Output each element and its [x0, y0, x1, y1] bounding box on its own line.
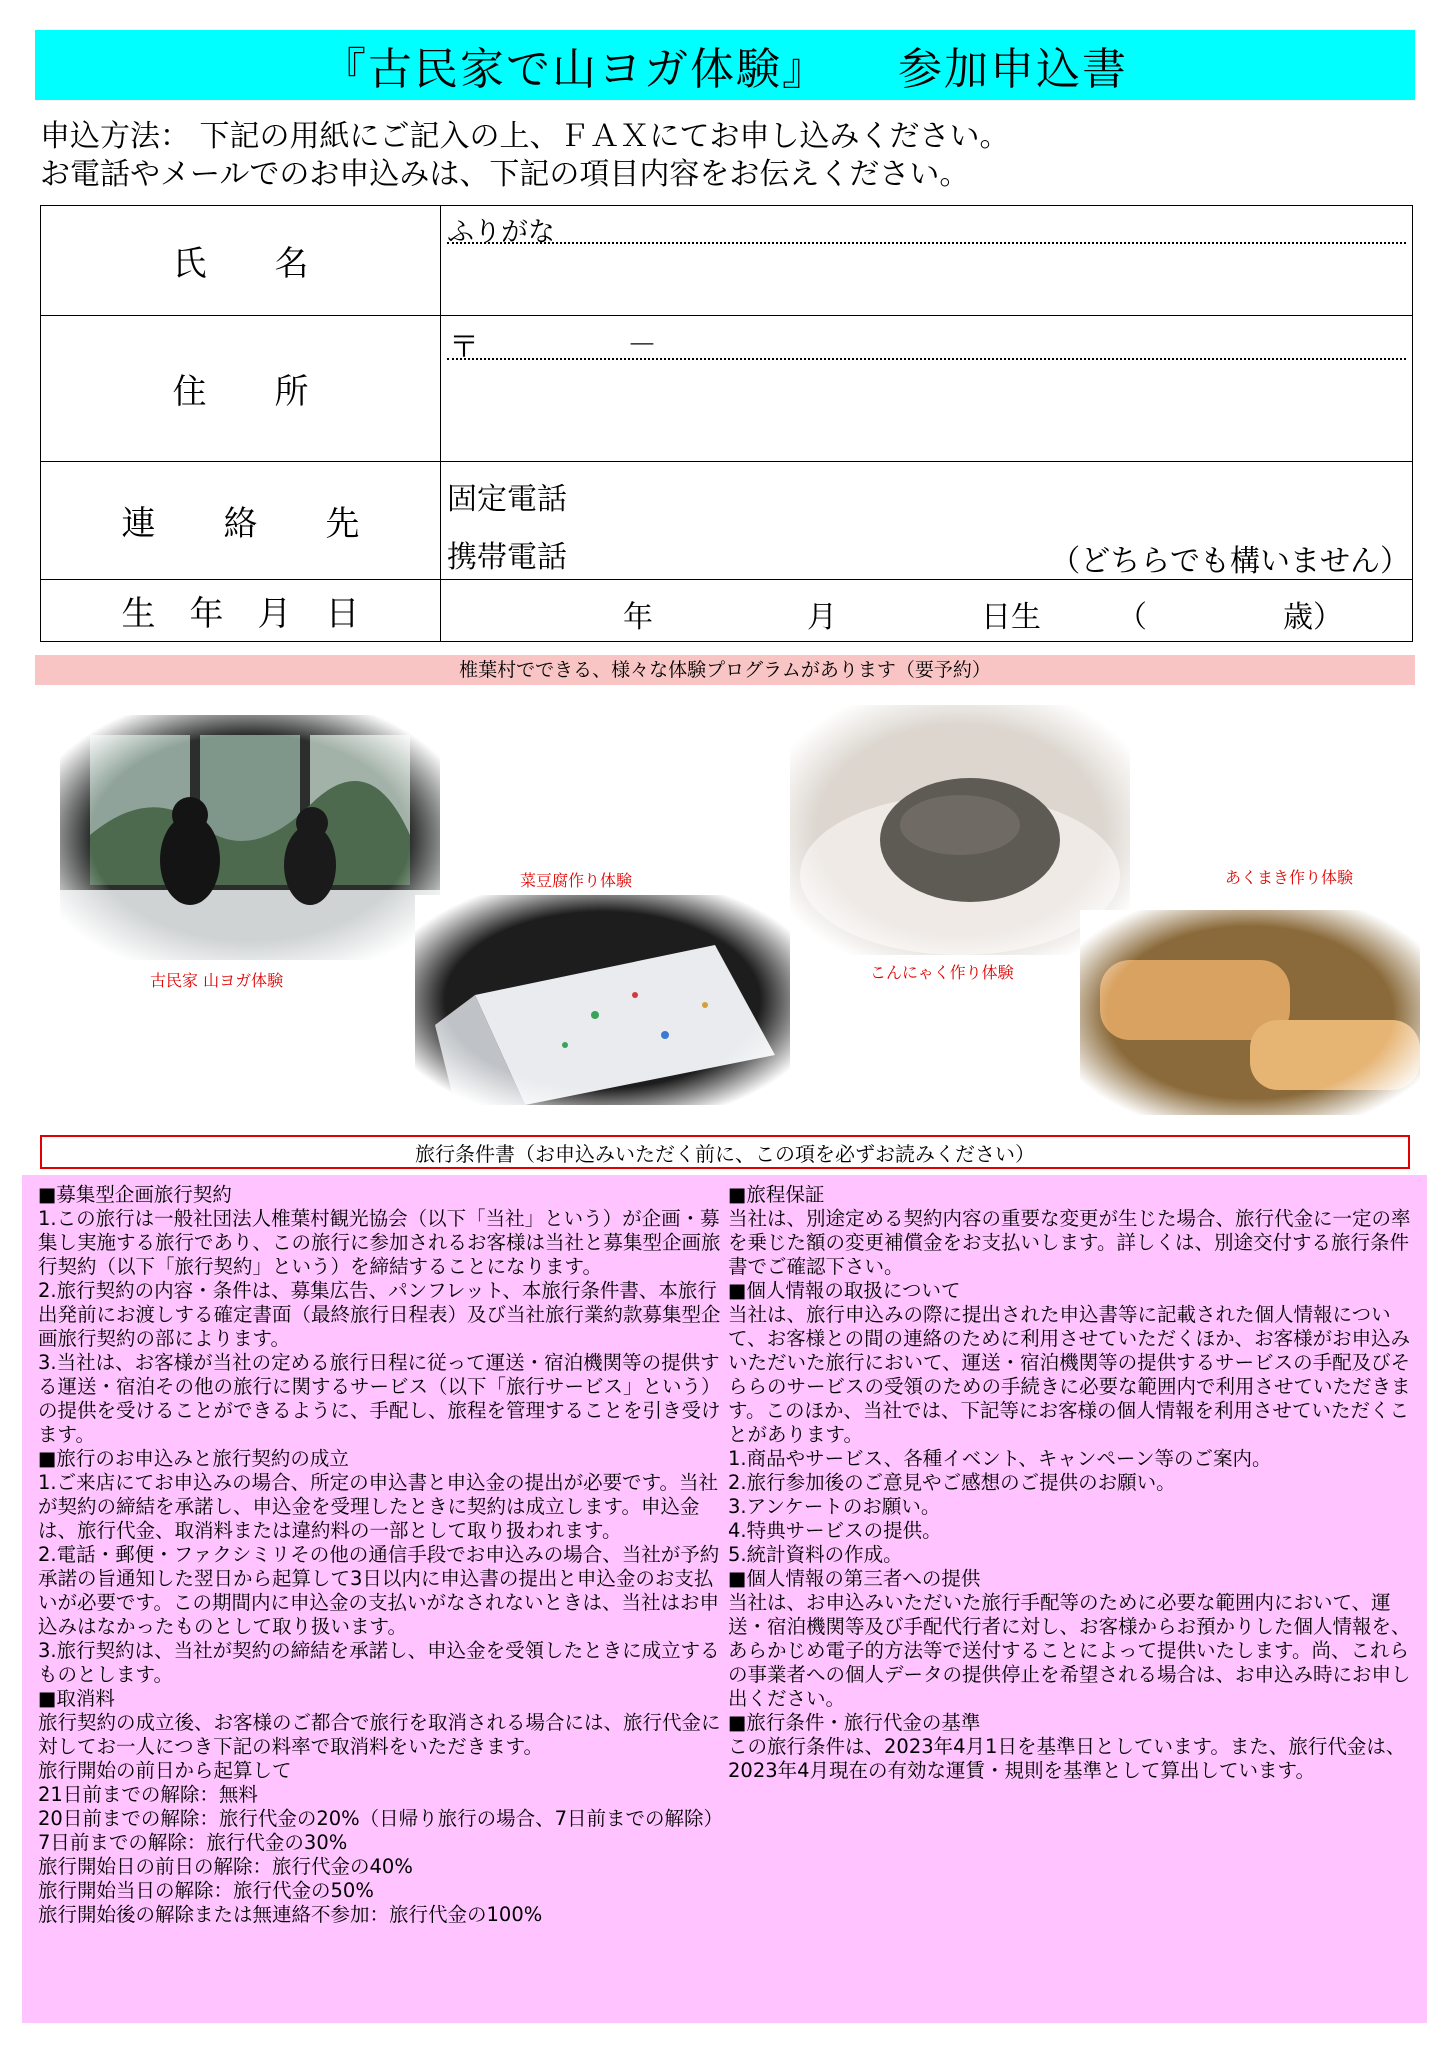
dob-label: 生 年 月 日 [41, 580, 441, 642]
name-field[interactable] [441, 206, 1413, 316]
name-row [41, 206, 1413, 316]
yoga-caption: 古民家 山ヨガ体験 [150, 971, 284, 990]
postal-divider [447, 358, 1406, 360]
konnyaku-photo [790, 705, 1130, 955]
conditions-paragraph: 20日前までの解除：旅行代金の20%（日帰り旅行の場合、7日前までの解除） [38, 1807, 724, 1830]
furigana-divider [447, 242, 1406, 244]
conditions-paragraph: この旅行条件は、2023年4月1日を基準日としています。また、旅行代金は、2023年4月現在の有効な運賃・規則を基準として算出しています。 [728, 1735, 1406, 1782]
conditions-paragraph: 1.ご来店にてお申込みの場合、所定の申込書と申込金の提出が必要です。当社が契約の締結を承諾し、申込金を受理したときに契約は成立します。申込金は、旅行代金、取消料または違約料の一部として取り扱われます。 [38, 1471, 719, 1542]
application-form [40, 205, 1413, 642]
conditions-paragraph: 5.統計資料の作成。 [728, 1543, 903, 1566]
conditions-heading: ■旅行のお申込みと旅行契約の成立 [38, 1447, 349, 1470]
yoga-photo [60, 715, 440, 960]
address-field[interactable] [441, 316, 1413, 462]
tofu-photo [415, 895, 790, 1105]
akumaki-photo [1080, 910, 1420, 1115]
konnyaku-caption: こんにゃく作り体験 [870, 963, 1014, 982]
landline-label: 固定電話 [447, 482, 567, 517]
conditions-paragraph: 旅行開始後の解除または無連絡不参加：旅行代金の100% [38, 1903, 543, 1926]
conditions-paragraph: 4.特典サービスの提供。 [728, 1519, 942, 1542]
name-label: 氏 名 [41, 206, 441, 316]
contact-field[interactable] [441, 462, 1413, 580]
instructions-line-1: 申込方法： 下記の用紙にご記入の上、ＦＡＸにてお申し込みください。 [40, 119, 1010, 154]
dob-age: 歳） [1283, 600, 1343, 635]
conditions-paragraph: 2.電話・郵便・ファクシミリその他の通信手段でお申込みの場合、当社が予約承諾の旨通知した翌日から起算して3日以内に申込書の提出と申込金のお支払いが必要です。この期間内に申込金の支払いがなされないときは、当社はお申込みはなかったものとして取り扱います。 [38, 1543, 720, 1638]
conditions-paragraph: 旅行契約の成立後、お客様のご都合で旅行を取消される場合には、旅行代金に対してお一人につき下記の料率で取消料をいただきます。 [38, 1711, 721, 1758]
address-label: 住 所 [41, 316, 441, 462]
conditions-title: 旅行条件書（お申込みいただく前に、この項を必ずお読みください） [40, 1135, 1410, 1169]
page-subtitle: 参加申込書 [898, 44, 1128, 95]
conditions-paragraph: 2.旅行契約の内容・条件は、募集広告、パンフレット、本旅行条件書、本旅行出発前にお渡しする確定書面（最終旅行日程表）及び当社旅行業約款募集型企画旅行契約の部によります。 [38, 1279, 721, 1350]
conditions-heading: ■個人情報の第三者への提供 [728, 1567, 981, 1590]
contact-row [41, 462, 1413, 580]
conditions-paragraph: 当社は、別途定める契約内容の重要な変更が生じた場合、旅行代金に一定の率を乗じた額の変更補償金をお支払いします。詳しくは、別途交付する旅行条件書でご確認下さい。 [728, 1207, 1411, 1278]
conditions-heading: ■個人情報の取扱について [728, 1279, 961, 1302]
page-title: 『古民家で山ヨガ体験』 [322, 44, 828, 95]
conditions-paragraph: 旅行開始の前日から起算して [38, 1759, 292, 1782]
akumaki-caption: あくまき作り体験 [1225, 868, 1354, 887]
dob-month: 月 [807, 600, 837, 635]
conditions-paragraph: 7日前までの解除：旅行代金の30% [38, 1831, 348, 1854]
postal-mark: 〒 [449, 330, 479, 365]
address-row [41, 316, 1413, 462]
dob-paren-open: （ [1117, 600, 1147, 635]
title-banner [35, 30, 1415, 100]
conditions-paragraph: 3.当社は、お客様が当社の定める旅行日程に従って運送・宿泊機関等の提供する運送・宿泊その他の旅行に関するサービス（以下「旅行サービス」という）の提供を受けることができるように、手配し、旅程を管理することを引き受けます。 [38, 1351, 721, 1446]
conditions-paragraph: 1.この旅行は一般社団法人椎葉村観光協会（以下「当社」という）が企画・募集し実施する旅行であり、この旅行に参加されるお客様は当社と募集型企画旅行契約（以下「旅行契約」という）を締結することになります。 [38, 1207, 721, 1278]
experience-banner: 椎葉村でできる、様々な体験プログラムがあります（要予約） [35, 655, 1415, 685]
conditions-heading: ■募集型企画旅行契約 [38, 1183, 232, 1206]
either-note: （どちらでも構いません） [1050, 544, 1410, 579]
conditions-left-column [38, 1183, 728, 1927]
conditions-paragraph: 当社は、お申込みいただいた旅行手配等のために必要な範囲内において、運送・宿泊機関等及び手配代行者に対し、お客様からお預かりした個人情報を、あらかじめ電子的方法等で送付することによって提供いたします。尚、これらの事業者への個人データの提供停止を希望される場合は、お申込み時にお申し出ください。 [728, 1591, 1411, 1710]
conditions-heading: ■取消料 [38, 1687, 115, 1710]
conditions-paragraph: 21日前までの解除：無料 [38, 1783, 258, 1806]
dob-year: 年 [623, 600, 653, 635]
conditions-right-column [728, 1183, 1416, 1783]
dob-field[interactable] [441, 580, 1413, 642]
conditions-paragraph: 当社は、旅行申込みの際に提出された申込書等に記載された個人情報について、お客様との間の連絡のために利用させていただくほか、お客様がお申込みいただいた旅行において、運送・宿泊機関等の提供するサービスの手配及びそららのサービスの受領のための手続きに必要な範囲内で利用させていただきます。このほか、当社では、下記等にお客様の個人情報を利用させていただくことがあります。 [728, 1303, 1411, 1446]
conditions-area [22, 1175, 1427, 2023]
conditions-heading: ■旅行条件・旅行代金の基準 [728, 1711, 981, 1734]
contact-label: 連 絡 先 [41, 462, 441, 580]
furigana-label: ふりがな [447, 217, 555, 248]
conditions-paragraph: 旅行開始当日の解除：旅行代金の50% [38, 1879, 374, 1902]
conditions-paragraph: 旅行開始日の前日の解除：旅行代金の40% [38, 1855, 413, 1878]
conditions-paragraph: 2.旅行参加後のご意見やご感想のご提供のお願い。 [728, 1471, 1176, 1494]
dob-day: 日生 [981, 600, 1041, 635]
postal-dash: － [627, 328, 657, 363]
dob-row [41, 580, 1413, 642]
conditions-paragraph: 3.アンケートのお願い。 [728, 1495, 941, 1518]
mobile-label: 携帯電話 [447, 540, 567, 575]
application-instructions [40, 118, 1420, 194]
conditions-paragraph: 1.商品やサービス、各種イベント、キャンペーン等のご案内。 [728, 1447, 1272, 1470]
instructions-line-2: お電話やメールでのお申込みは、下記の項目内容をお伝えください。 [40, 157, 970, 192]
tofu-caption: 菜豆腐作り体験 [520, 871, 633, 890]
conditions-heading: ■旅程保証 [728, 1183, 825, 1206]
conditions-paragraph: 3.旅行契約は、当社が契約の締結を承諾し、申込金を受領したときに成立するものとします。 [38, 1639, 720, 1686]
